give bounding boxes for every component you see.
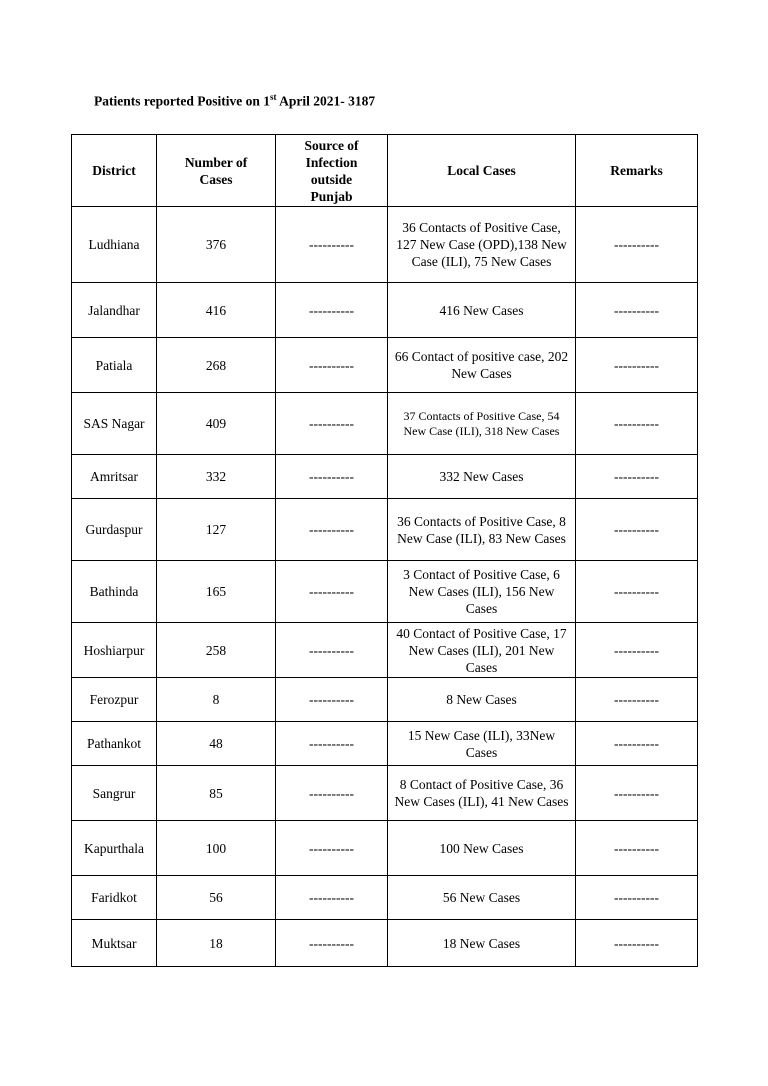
district-cell: Bathinda <box>72 561 157 623</box>
source-cell: ---------- <box>276 623 388 678</box>
remarks-cell: ---------- <box>576 393 698 455</box>
local-cases-cell: 332 New Cases <box>388 455 576 499</box>
local-cases-cell: 8 Contact of Positive Case, 36 New Cases (ILI), 41 New Cases <box>388 766 576 821</box>
remarks-cell: ---------- <box>576 722 698 766</box>
remarks-cell: ---------- <box>576 207 698 283</box>
local-cases-cell: 40 Contact of Positive Case, 17 New Cases (ILI), 201 New Cases <box>388 623 576 678</box>
title-suffix: April 2021- 3187 <box>276 93 376 109</box>
header-remarks: Remarks <box>576 135 698 207</box>
local-cases-cell: 36 Contacts of Positive Case, 127 New Case (OPD),138 New Case (ILI), 75 New Cases <box>388 207 576 283</box>
cases-cell: 376 <box>157 207 276 283</box>
cases-cell: 416 <box>157 283 276 338</box>
source-cell: ---------- <box>276 338 388 393</box>
cases-cell: 268 <box>157 338 276 393</box>
cases-cell: 48 <box>157 722 276 766</box>
table-row <box>72 821 698 876</box>
positive-cases-table <box>71 134 698 967</box>
remarks-cell: ---------- <box>576 920 698 967</box>
table-row <box>72 455 698 499</box>
local-cases-cell: 66 Contact of positive case, 202 New Cases <box>388 338 576 393</box>
header-district: District <box>72 135 157 207</box>
local-cases-cell: 56 New Cases <box>388 876 576 920</box>
remarks-cell: ---------- <box>576 338 698 393</box>
source-cell: ---------- <box>276 876 388 920</box>
district-cell: Ferozpur <box>72 678 157 722</box>
district-cell: Patiala <box>72 338 157 393</box>
table-row <box>72 393 698 455</box>
district-cell: Amritsar <box>72 455 157 499</box>
district-cell: Jalandhar <box>72 283 157 338</box>
local-cases-cell: 8 New Cases <box>388 678 576 722</box>
table-row <box>72 920 698 967</box>
source-cell: ---------- <box>276 561 388 623</box>
page-title <box>94 92 375 110</box>
table-row <box>72 283 698 338</box>
district-cell: Ludhiana <box>72 207 157 283</box>
title-superscript: st <box>269 92 277 102</box>
district-cell: Faridkot <box>72 876 157 920</box>
cases-cell: 258 <box>157 623 276 678</box>
cases-cell: 18 <box>157 920 276 967</box>
remarks-cell: ---------- <box>576 283 698 338</box>
remarks-cell: ---------- <box>576 678 698 722</box>
local-cases-cell: 3 Contact of Positive Case, 6 New Cases (ILI), 156 New Cases <box>388 561 576 623</box>
local-cases-cell: 15 New Case (ILI), 33New Cases <box>388 722 576 766</box>
local-cases-cell: 37 Contacts of Positive Case, 54 New Case (ILI), 318 New Cases <box>388 393 576 455</box>
header-local-cases: Local Cases <box>388 135 576 207</box>
source-cell: ---------- <box>276 283 388 338</box>
source-cell: ---------- <box>276 678 388 722</box>
table-row <box>72 499 698 561</box>
cases-cell: 127 <box>157 499 276 561</box>
source-cell: ---------- <box>276 499 388 561</box>
remarks-cell: ---------- <box>576 623 698 678</box>
cases-cell: 332 <box>157 455 276 499</box>
local-cases-cell: 36 Contacts of Positive Case, 8 New Case (ILI), 83 New Cases <box>388 499 576 561</box>
table-row <box>72 207 698 283</box>
cases-cell: 8 <box>157 678 276 722</box>
district-cell: Hoshiarpur <box>72 623 157 678</box>
table-row <box>72 623 698 678</box>
local-cases-cell: 18 New Cases <box>388 920 576 967</box>
header-source-of-infection: Source of Infection outside Punjab <box>276 135 388 207</box>
cases-cell: 409 <box>157 393 276 455</box>
title-prefix: Patients reported Positive on 1 <box>94 93 270 109</box>
district-cell: Muktsar <box>72 920 157 967</box>
local-cases-cell: 100 New Cases <box>388 821 576 876</box>
remarks-cell: ---------- <box>576 876 698 920</box>
source-cell: ---------- <box>276 207 388 283</box>
table-row <box>72 722 698 766</box>
district-cell: Gurdaspur <box>72 499 157 561</box>
local-cases-cell: 416 New Cases <box>388 283 576 338</box>
remarks-cell: ---------- <box>576 766 698 821</box>
source-cell: ---------- <box>276 766 388 821</box>
table-row <box>72 678 698 722</box>
cases-cell: 56 <box>157 876 276 920</box>
source-cell: ---------- <box>276 920 388 967</box>
table-row <box>72 766 698 821</box>
table-row <box>72 561 698 623</box>
cases-cell: 100 <box>157 821 276 876</box>
cases-cell: 165 <box>157 561 276 623</box>
district-cell: Sangrur <box>72 766 157 821</box>
district-cell: Pathankot <box>72 722 157 766</box>
source-cell: ---------- <box>276 821 388 876</box>
table-row <box>72 876 698 920</box>
header-row <box>72 135 698 207</box>
district-cell: SAS Nagar <box>72 393 157 455</box>
table-row <box>72 338 698 393</box>
remarks-cell: ---------- <box>576 499 698 561</box>
source-cell: ---------- <box>276 393 388 455</box>
district-cell: Kapurthala <box>72 821 157 876</box>
header-number-of-cases: Number of Cases <box>157 135 276 207</box>
cases-cell: 85 <box>157 766 276 821</box>
remarks-cell: ---------- <box>576 821 698 876</box>
source-cell: ---------- <box>276 455 388 499</box>
remarks-cell: ---------- <box>576 561 698 623</box>
remarks-cell: ---------- <box>576 455 698 499</box>
source-cell: ---------- <box>276 722 388 766</box>
